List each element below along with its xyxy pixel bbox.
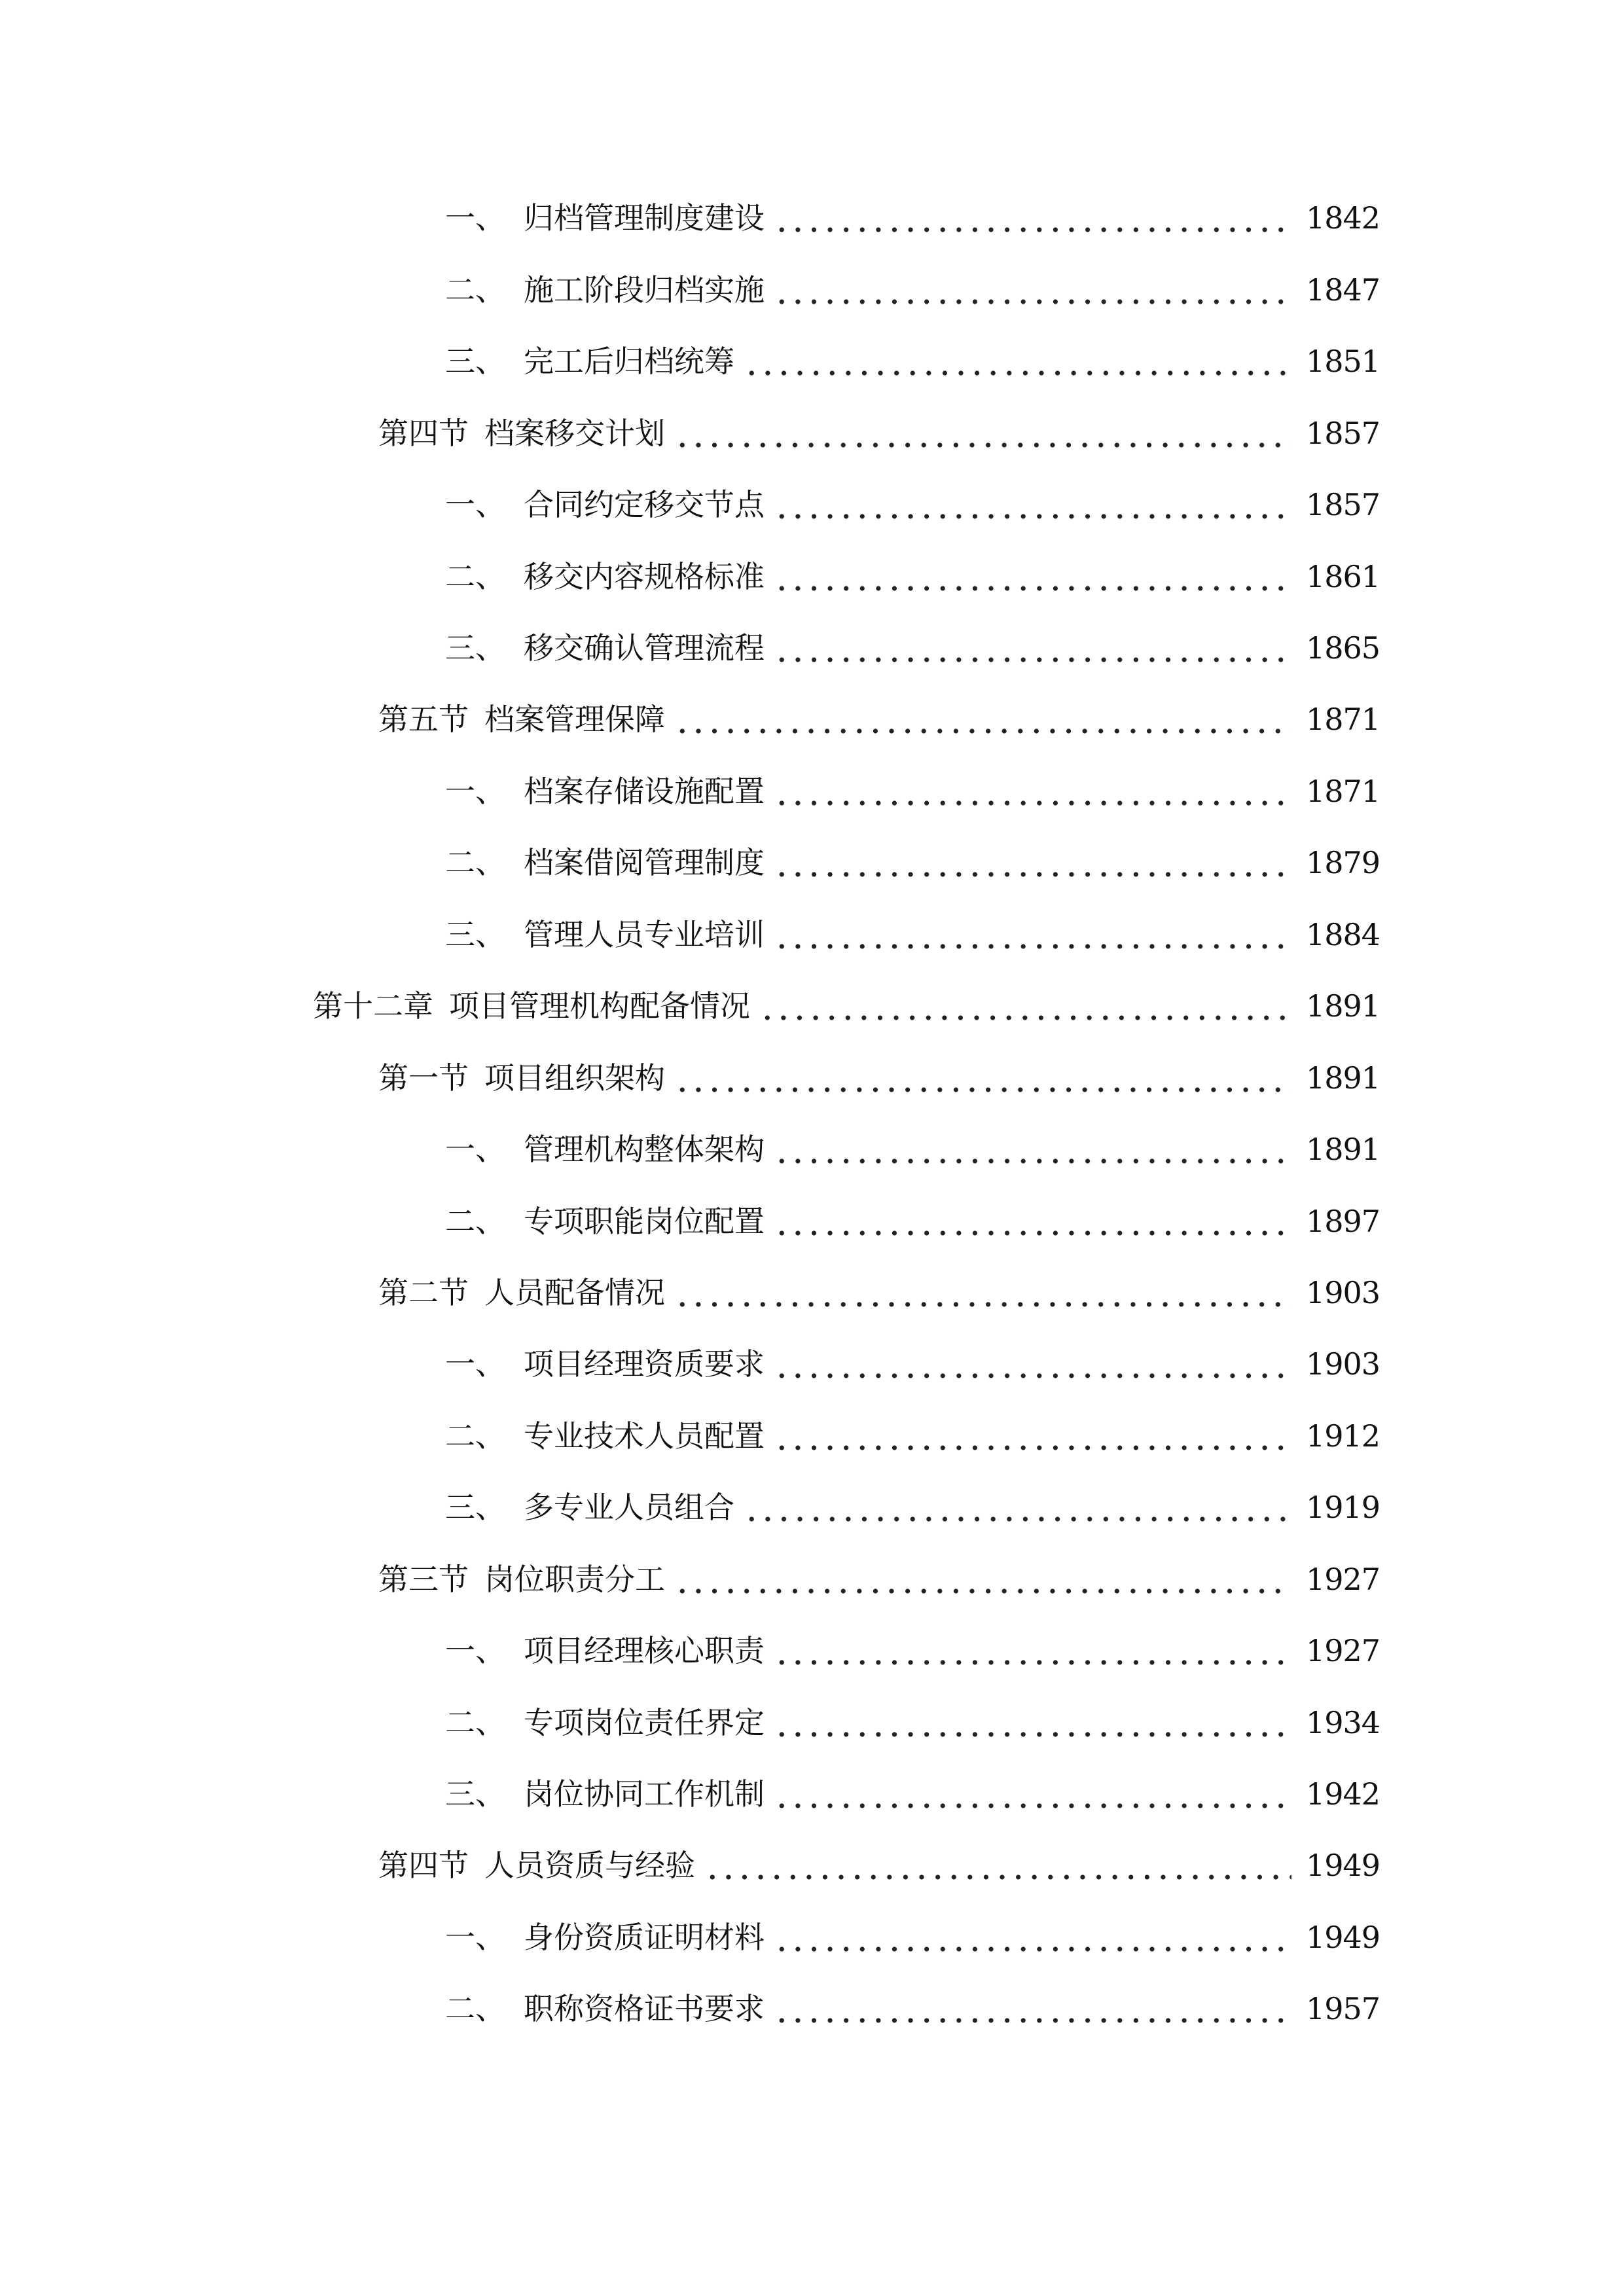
dot-leader xyxy=(674,1052,1291,1104)
toc-entry[interactable] xyxy=(378,1052,1380,1104)
toc-entry-number: 二、 xyxy=(445,1204,505,1239)
dot-leader xyxy=(774,765,1291,817)
toc-entry-page[interactable]: 1957 xyxy=(1306,1991,1380,2026)
toc-entry-title[interactable]: 管理机构整体架构 xyxy=(524,1132,765,1167)
toc-entry-number: 第五节 xyxy=(378,702,469,737)
toc-entry-page[interactable]: 1903 xyxy=(1306,1275,1380,1310)
toc-row[interactable] xyxy=(0,1911,1624,1964)
toc-entry-page[interactable]: 1903 xyxy=(1306,1346,1380,1382)
dot-leader xyxy=(674,1266,1291,1319)
toc-entry-page[interactable]: 1851 xyxy=(1306,344,1380,379)
toc-entry-title[interactable]: 移交确认管理流程 xyxy=(524,630,765,666)
dot-leader xyxy=(774,1768,1291,1820)
toc-entry-title[interactable]: 专项职能岗位配置 xyxy=(524,1204,765,1239)
toc-entry-title[interactable]: 职称资格证书要求 xyxy=(524,1991,765,2026)
toc-entry-page[interactable]: 1871 xyxy=(1306,774,1380,809)
toc-entry-page[interactable]: 1949 xyxy=(1306,1920,1380,1955)
dot-leader xyxy=(774,1696,1291,1749)
toc-entry-number: 二、 xyxy=(445,845,505,880)
toc-entry-title[interactable]: 归档管理制度建设 xyxy=(524,200,765,236)
toc-entry-title[interactable]: 身份资质证明材料 xyxy=(524,1920,765,1955)
toc-entry-title[interactable]: 施工阶段归档实施 xyxy=(524,272,765,308)
toc-entry-title[interactable]: 项目经理资质要求 xyxy=(524,1346,765,1382)
toc-entry-page[interactable]: 1934 xyxy=(1306,1705,1380,1740)
toc-entry-title[interactable]: 人员资质与经验 xyxy=(484,1848,695,1883)
dot-leader xyxy=(774,622,1291,674)
toc-row[interactable] xyxy=(0,1768,1624,1820)
dot-leader xyxy=(774,908,1291,961)
dot-leader xyxy=(674,1553,1291,1605)
toc-entry-number: 第一节 xyxy=(378,1060,469,1096)
toc-entry[interactable] xyxy=(445,1410,1380,1462)
toc-row[interactable] xyxy=(0,622,1624,674)
toc-entry-page[interactable]: 1891 xyxy=(1306,1060,1380,1096)
dot-leader xyxy=(774,192,1291,244)
dot-leader xyxy=(674,407,1291,459)
toc-entry-title[interactable]: 档案移交计划 xyxy=(484,416,665,451)
toc-entry-page[interactable]: 1861 xyxy=(1306,559,1380,594)
toc-row[interactable] xyxy=(0,1553,1624,1605)
toc-entry-number: 三、 xyxy=(445,1776,505,1812)
toc-entry-title[interactable]: 项目组织架构 xyxy=(484,1060,665,1096)
toc-entry[interactable] xyxy=(378,407,1380,459)
toc-entry-number: 第十二章 xyxy=(313,988,433,1024)
toc-row[interactable] xyxy=(0,1123,1624,1175)
toc-entry[interactable] xyxy=(445,1624,1380,1677)
toc-entry-page[interactable]: 1927 xyxy=(1306,1562,1380,1597)
toc-entry-title[interactable]: 档案管理保障 xyxy=(484,702,665,737)
toc-row[interactable] xyxy=(0,836,1624,889)
toc-row[interactable] xyxy=(0,264,1624,316)
toc-entry[interactable] xyxy=(445,1696,1380,1749)
toc-entry-number: 第二节 xyxy=(378,1275,469,1310)
toc-entry[interactable] xyxy=(313,980,1380,1032)
toc-entry-title[interactable]: 移交内容规格标准 xyxy=(524,559,765,594)
toc-entry[interactable] xyxy=(378,1266,1380,1319)
toc-row[interactable] xyxy=(0,478,1624,531)
toc-row[interactable] xyxy=(0,1052,1624,1104)
toc-entry[interactable] xyxy=(378,693,1380,745)
toc-entry-number: 二、 xyxy=(445,1418,505,1454)
toc-entry-title[interactable]: 管理人员专业培训 xyxy=(524,917,765,952)
toc-entry-page[interactable]: 1897 xyxy=(1306,1204,1380,1239)
toc-entry[interactable] xyxy=(445,836,1380,889)
toc-row[interactable] xyxy=(0,980,1624,1032)
toc-entry-title[interactable]: 岗位协同工作机制 xyxy=(524,1776,765,1812)
toc-entry-title[interactable]: 档案借阅管理制度 xyxy=(524,845,765,880)
toc-entry-number: 二、 xyxy=(445,272,505,308)
toc-row[interactable] xyxy=(0,693,1624,745)
dot-leader xyxy=(704,1839,1291,1892)
toc-entry[interactable] xyxy=(445,765,1380,817)
toc-entry[interactable] xyxy=(445,478,1380,531)
dot-leader xyxy=(774,478,1291,531)
toc-entry-number: 一、 xyxy=(445,1920,505,1955)
toc-row[interactable] xyxy=(0,1266,1624,1319)
toc-entry-title[interactable]: 项目管理机构配备情况 xyxy=(449,988,750,1024)
toc-entry-page[interactable]: 1912 xyxy=(1306,1418,1380,1454)
toc-entry-number: 二、 xyxy=(445,1991,505,2026)
toc-row[interactable] xyxy=(0,1338,1624,1390)
toc-entry[interactable] xyxy=(445,550,1380,603)
toc-entry-page[interactable]: 1949 xyxy=(1306,1848,1380,1883)
toc-row[interactable] xyxy=(0,1696,1624,1749)
toc-entry-number: 第三节 xyxy=(378,1562,469,1597)
toc-entry-title[interactable]: 专业技术人员配置 xyxy=(524,1418,765,1454)
toc-entry-page[interactable]: 1842 xyxy=(1306,200,1380,236)
dot-leader xyxy=(744,1481,1291,1534)
toc-entry-title[interactable]: 人员配备情况 xyxy=(484,1275,665,1310)
toc-entry-title[interactable]: 完工后归档统筹 xyxy=(524,344,734,379)
toc-row[interactable] xyxy=(0,407,1624,459)
toc-entry-title[interactable]: 档案存储设施配置 xyxy=(524,774,765,809)
toc-entry-page[interactable]: 1919 xyxy=(1306,1490,1380,1525)
toc-entry-number: 一、 xyxy=(445,200,505,236)
toc-entry-page[interactable]: 1942 xyxy=(1306,1776,1380,1812)
toc-row[interactable] xyxy=(0,192,1624,244)
toc-entry-page[interactable]: 1857 xyxy=(1306,416,1380,451)
toc-entry-number: 三、 xyxy=(445,344,505,379)
toc-entry-number: 一、 xyxy=(445,1132,505,1167)
dot-leader xyxy=(744,335,1291,387)
toc-entry-number: 一、 xyxy=(445,774,505,809)
toc-entry[interactable] xyxy=(445,622,1380,674)
toc-entry-number: 第四节 xyxy=(378,1848,469,1883)
toc-entry-title[interactable]: 项目经理核心职责 xyxy=(524,1633,765,1668)
toc-entry-number: 三、 xyxy=(445,917,505,952)
toc-entry-page[interactable]: 1884 xyxy=(1306,917,1380,952)
toc-row[interactable] xyxy=(0,1481,1624,1534)
toc-entry[interactable] xyxy=(445,1195,1380,1247)
toc-entry-page[interactable]: 1847 xyxy=(1306,272,1380,308)
toc-entry[interactable] xyxy=(378,1553,1380,1605)
toc-entry[interactable] xyxy=(378,1839,1380,1892)
dot-leader xyxy=(774,550,1291,603)
toc-entry-page[interactable]: 1927 xyxy=(1306,1633,1380,1668)
dot-leader xyxy=(774,1624,1291,1677)
toc-entry-title[interactable]: 专项岗位责任界定 xyxy=(524,1705,765,1740)
toc-entry-page[interactable]: 1871 xyxy=(1306,702,1380,737)
toc-row[interactable] xyxy=(0,908,1624,961)
dot-leader xyxy=(774,836,1291,889)
dot-leader xyxy=(774,1195,1291,1247)
toc-row[interactable] xyxy=(0,1982,1624,2035)
toc-entry[interactable] xyxy=(445,1123,1380,1175)
dot-leader xyxy=(774,264,1291,316)
toc-entry[interactable] xyxy=(445,1481,1380,1534)
toc-entry-page[interactable]: 1891 xyxy=(1306,988,1380,1024)
toc-entry-number: 三、 xyxy=(445,630,505,666)
dot-leader xyxy=(774,1338,1291,1390)
toc-row[interactable] xyxy=(0,335,1624,387)
toc-entry-number: 二、 xyxy=(445,1705,505,1740)
toc-entry[interactable] xyxy=(445,1338,1380,1390)
toc-entry[interactable] xyxy=(445,264,1380,316)
toc-row[interactable] xyxy=(0,1195,1624,1247)
dot-leader xyxy=(774,1911,1291,1964)
toc-entry-title[interactable]: 合同约定移交节点 xyxy=(524,487,765,522)
toc-entry-number: 一、 xyxy=(445,1633,505,1668)
toc-row[interactable] xyxy=(0,550,1624,603)
toc-entry-number: 二、 xyxy=(445,559,505,594)
dot-leader xyxy=(759,980,1291,1032)
toc-entry[interactable] xyxy=(445,335,1380,387)
toc-entry[interactable] xyxy=(445,1768,1380,1820)
toc-entry[interactable] xyxy=(445,192,1380,244)
toc-entry-page[interactable]: 1865 xyxy=(1306,630,1380,666)
toc-entry-page[interactable]: 1891 xyxy=(1306,1132,1380,1167)
toc-entry[interactable] xyxy=(445,1982,1380,2035)
toc-row[interactable] xyxy=(0,765,1624,817)
toc-entry-page[interactable]: 1857 xyxy=(1306,487,1380,522)
toc-entry-number: 第四节 xyxy=(378,416,469,451)
dot-leader xyxy=(674,693,1291,745)
toc-entry-number: 三、 xyxy=(445,1490,505,1525)
toc-row[interactable] xyxy=(0,1624,1624,1677)
toc-entry[interactable] xyxy=(445,908,1380,961)
toc-entry-title[interactable]: 多专业人员组合 xyxy=(524,1490,734,1525)
toc-entry-number: 一、 xyxy=(445,487,505,522)
dot-leader xyxy=(774,1982,1291,2035)
toc-row[interactable] xyxy=(0,1410,1624,1462)
dot-leader xyxy=(774,1123,1291,1175)
toc-entry-title[interactable]: 岗位职责分工 xyxy=(484,1562,665,1597)
toc-entry-number: 一、 xyxy=(445,1346,505,1382)
toc-row[interactable] xyxy=(0,1839,1624,1892)
toc-entry-page[interactable]: 1879 xyxy=(1306,845,1380,880)
toc-entry[interactable] xyxy=(445,1911,1380,1964)
dot-leader xyxy=(774,1410,1291,1462)
